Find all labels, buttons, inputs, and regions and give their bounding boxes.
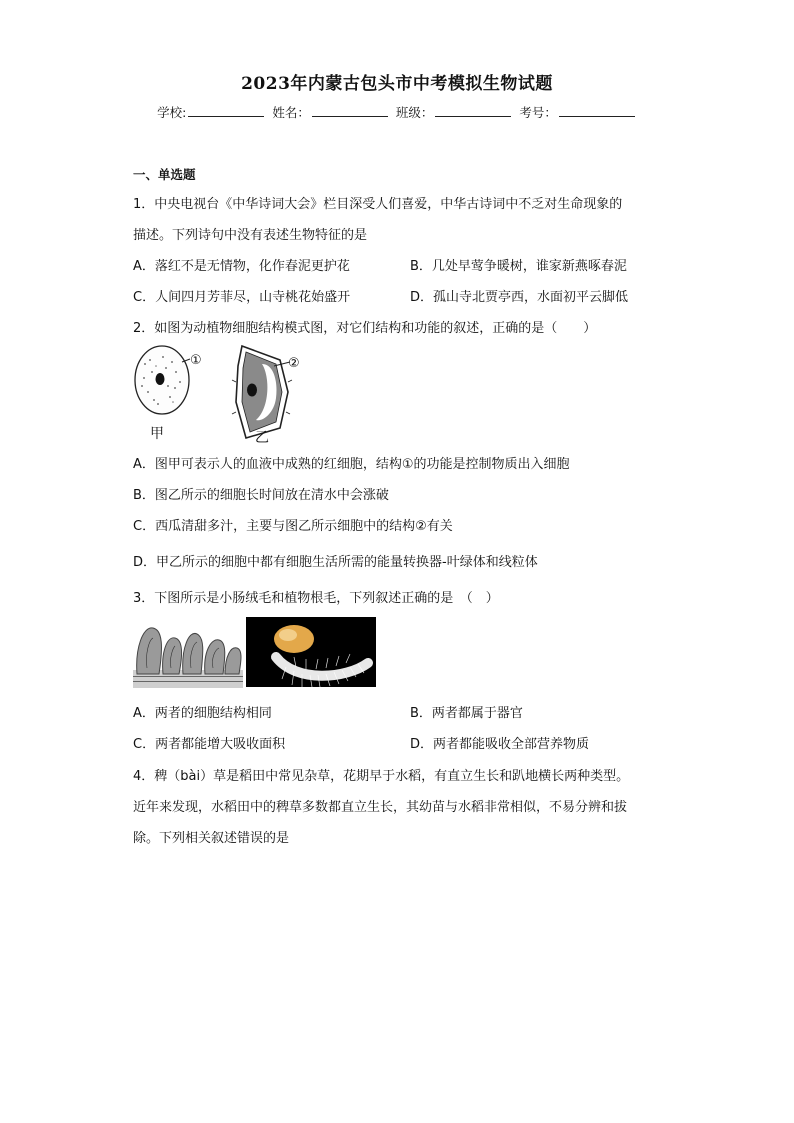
q3-option-a[interactable]: A．两者的细胞结构相同	[133, 706, 272, 721]
q2-option-d[interactable]: D．甲乙所示的细胞中都有细胞生活所需的能量转换器-叶绿体和线粒体	[133, 555, 538, 570]
fig-label-jia: 甲	[150, 426, 164, 442]
q1-option-d[interactable]: D．孤山寺北贾亭西，水面初平云脚低	[410, 290, 629, 305]
plant-cell	[232, 346, 292, 438]
q4-stem-line1: 4．稗（bài）草是稻田中常见杂草，花期早于水稻，有直立生长和趴地横长两种类型。	[133, 769, 630, 784]
q1-stem-line1: 1．中央电视台《中华诗词大会》栏目深受人们喜爱，中华古诗词中不乏对生命现象的	[133, 197, 623, 212]
section-heading: 一、单选题	[133, 167, 196, 182]
q3-option-c[interactable]: C．两者都能增大吸收面积	[133, 737, 286, 752]
q3-option-b[interactable]: B．两者都属于器官	[410, 706, 523, 721]
q1-option-c[interactable]: C．人间四月芳菲尽，山寺桃花始盛开	[133, 290, 351, 305]
q2-stem: 2．如图为动植物细胞结构模式图，对它们结构和功能的叙述，正确的是（ ）	[133, 321, 597, 336]
q2-option-c[interactable]: C．西瓜清甜多汁，主要与图乙所示细胞中的结构②有关	[133, 519, 453, 534]
class-blank[interactable]	[435, 104, 511, 117]
marker-1: ①	[190, 353, 202, 368]
q1-option-a[interactable]: A．落红不是无情物，化作春泥更护花	[133, 259, 350, 274]
page-title: 2023年内蒙古包头市中考模拟生物试题	[241, 74, 553, 94]
fig-label-yi: 乙	[255, 430, 269, 446]
name-blank[interactable]	[312, 104, 388, 117]
intestinal-villi-image	[133, 618, 243, 688]
student-info-row	[0, 103, 794, 121]
school-label: 学校:	[157, 105, 187, 120]
q3-option-d[interactable]: D．两者都能吸收全部营养物质	[410, 737, 590, 752]
q4-stem-line3: 除。下列相关叙述错误的是	[133, 831, 290, 846]
q1-stem-line2: 描述。下列诗句中没有表述生物特征的是	[133, 228, 368, 243]
exam-no-blank[interactable]	[559, 104, 635, 117]
exam-no-label: 考号：	[519, 105, 557, 120]
q3-stem: 3．下图所示是小肠绒毛和植物根毛，下列叙述正确的是 （ ）	[133, 591, 499, 606]
animal-cell	[135, 346, 190, 414]
root-hair-photo	[246, 617, 376, 687]
school-blank[interactable]	[188, 104, 264, 117]
q1-option-b[interactable]: B．几处早莺争暖树，谁家新燕啄春泥	[410, 259, 627, 274]
q2-option-b[interactable]: B．图乙所示的细胞长时间放在清水中会涨破	[133, 488, 389, 503]
marker-2: ②	[288, 356, 300, 371]
q4-stem-line2: 近年来发现，水稻田中的稗草多数都直立生长，其幼苗与水稻非常相似，不易分辨和拔	[133, 800, 628, 815]
class-label: 班级：	[395, 105, 434, 120]
name-label: 姓名：	[272, 105, 310, 120]
q2-option-a[interactable]: A．图甲可表示人的血液中成熟的红细胞，结构①的功能是控制物质出入细胞	[133, 457, 570, 472]
